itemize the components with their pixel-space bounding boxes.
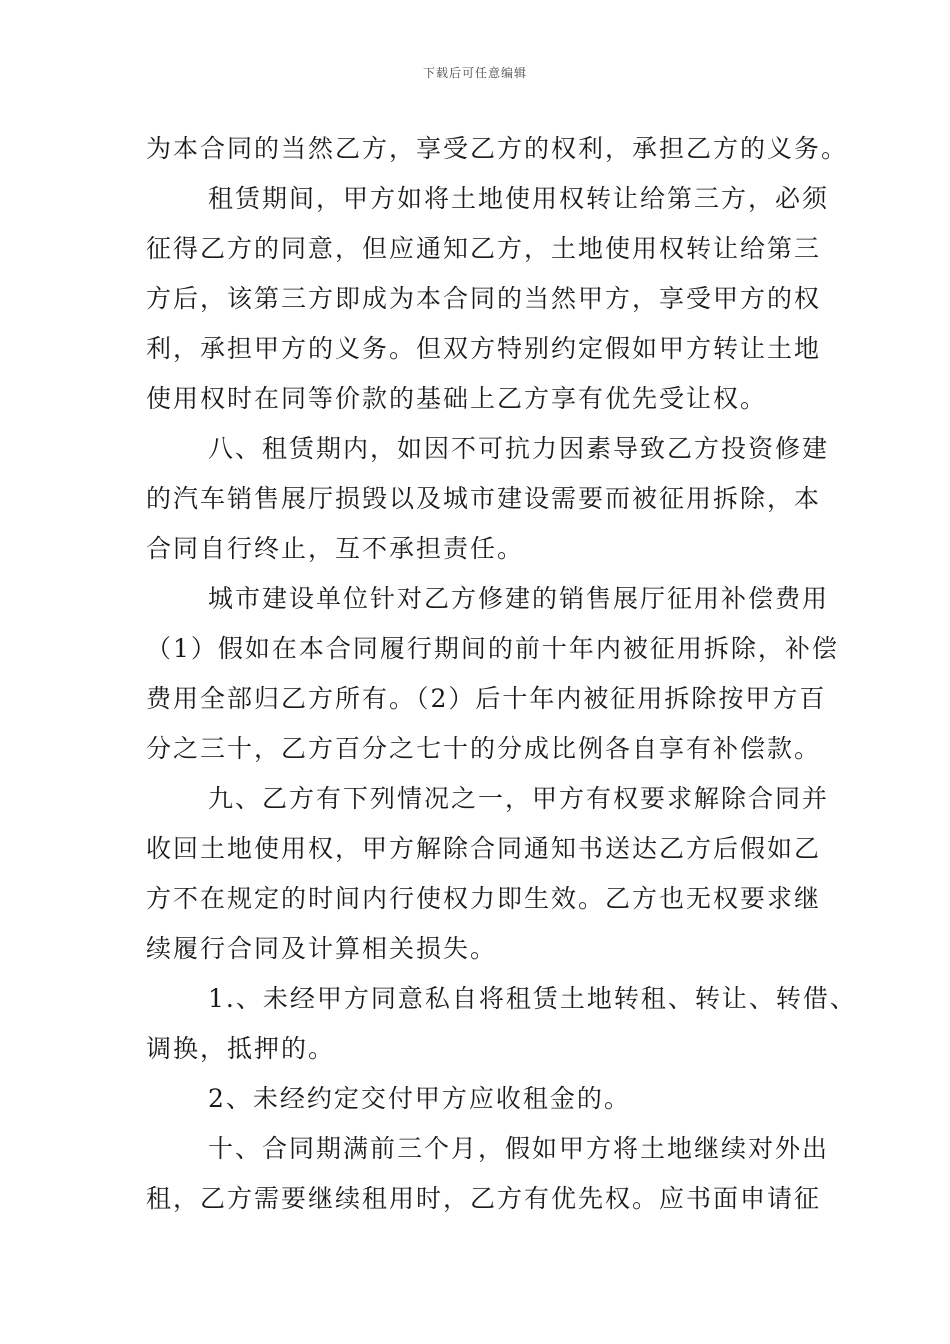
text-line: 使用权时在同等价款的基础上乙方享有优先受让权。 bbox=[146, 384, 768, 413]
text-line: 的汽车销售展厅损毁以及城市建设需要而被征用拆除，本 bbox=[146, 484, 822, 513]
text-line: 调换，抵押的。 bbox=[146, 1034, 336, 1063]
text-line: 1.、未经甲方同意私自将租赁土地转租、转让、转借、 bbox=[208, 984, 857, 1013]
text-line: 九、乙方有下列情况之一，甲方有权要求解除合同并 bbox=[208, 784, 830, 813]
text-line: 十、合同期满前三个月，假如甲方将土地继续对外出 bbox=[208, 1134, 830, 1163]
text-line: 利，承担甲方的义务。但双方特别约定假如甲方转让土地 bbox=[146, 334, 822, 363]
text-line: 八、租赁期内，如因不可抗力因素导致乙方投资修建 bbox=[208, 434, 830, 463]
text-line: 租赁期间，甲方如将土地使用权转让给第三方，必须 bbox=[208, 184, 830, 213]
text-line: 方后，该第三方即成为本合同的当然甲方，享受甲方的权 bbox=[146, 284, 822, 313]
text-line: 租，乙方需要继续租用时，乙方有优先权。应书面申请征 bbox=[146, 1184, 822, 1213]
text-line: 2、未经约定交付甲方应收租金的。 bbox=[208, 1084, 631, 1113]
text-line: 城市建设单位针对乙方修建的销售展厅征用补偿费用 bbox=[208, 584, 830, 613]
page-header: 下载后可任意编辑 bbox=[422, 66, 527, 80]
text-line: 费用全部归乙方所有。（2）后十年内被征用拆除按甲方百 bbox=[146, 684, 827, 713]
text-line: 续履行合同及计算相关损失。 bbox=[146, 934, 498, 963]
text-line: 合同自行终止，互不承担责任。 bbox=[146, 534, 525, 563]
text-line: 征得乙方的同意，但应通知乙方，土地使用权转让给第三 bbox=[146, 234, 822, 263]
text-line: （1）假如在本合同履行期间的前十年内被征用拆除，补偿 bbox=[146, 634, 839, 663]
text-line: 为本合同的当然乙方，享受乙方的权利，承担乙方的义务。 bbox=[146, 134, 849, 163]
text-line: 分之三十，乙方百分之七十的分成比例各自享有补偿款。 bbox=[146, 734, 822, 763]
text-line: 方不在规定的时间内行使权力即生效。乙方也无权要求继 bbox=[146, 884, 822, 913]
contract-body bbox=[146, 124, 857, 1224]
text-line: 收回土地使用权，甲方解除合同通知书送达乙方后假如乙 bbox=[146, 834, 822, 863]
